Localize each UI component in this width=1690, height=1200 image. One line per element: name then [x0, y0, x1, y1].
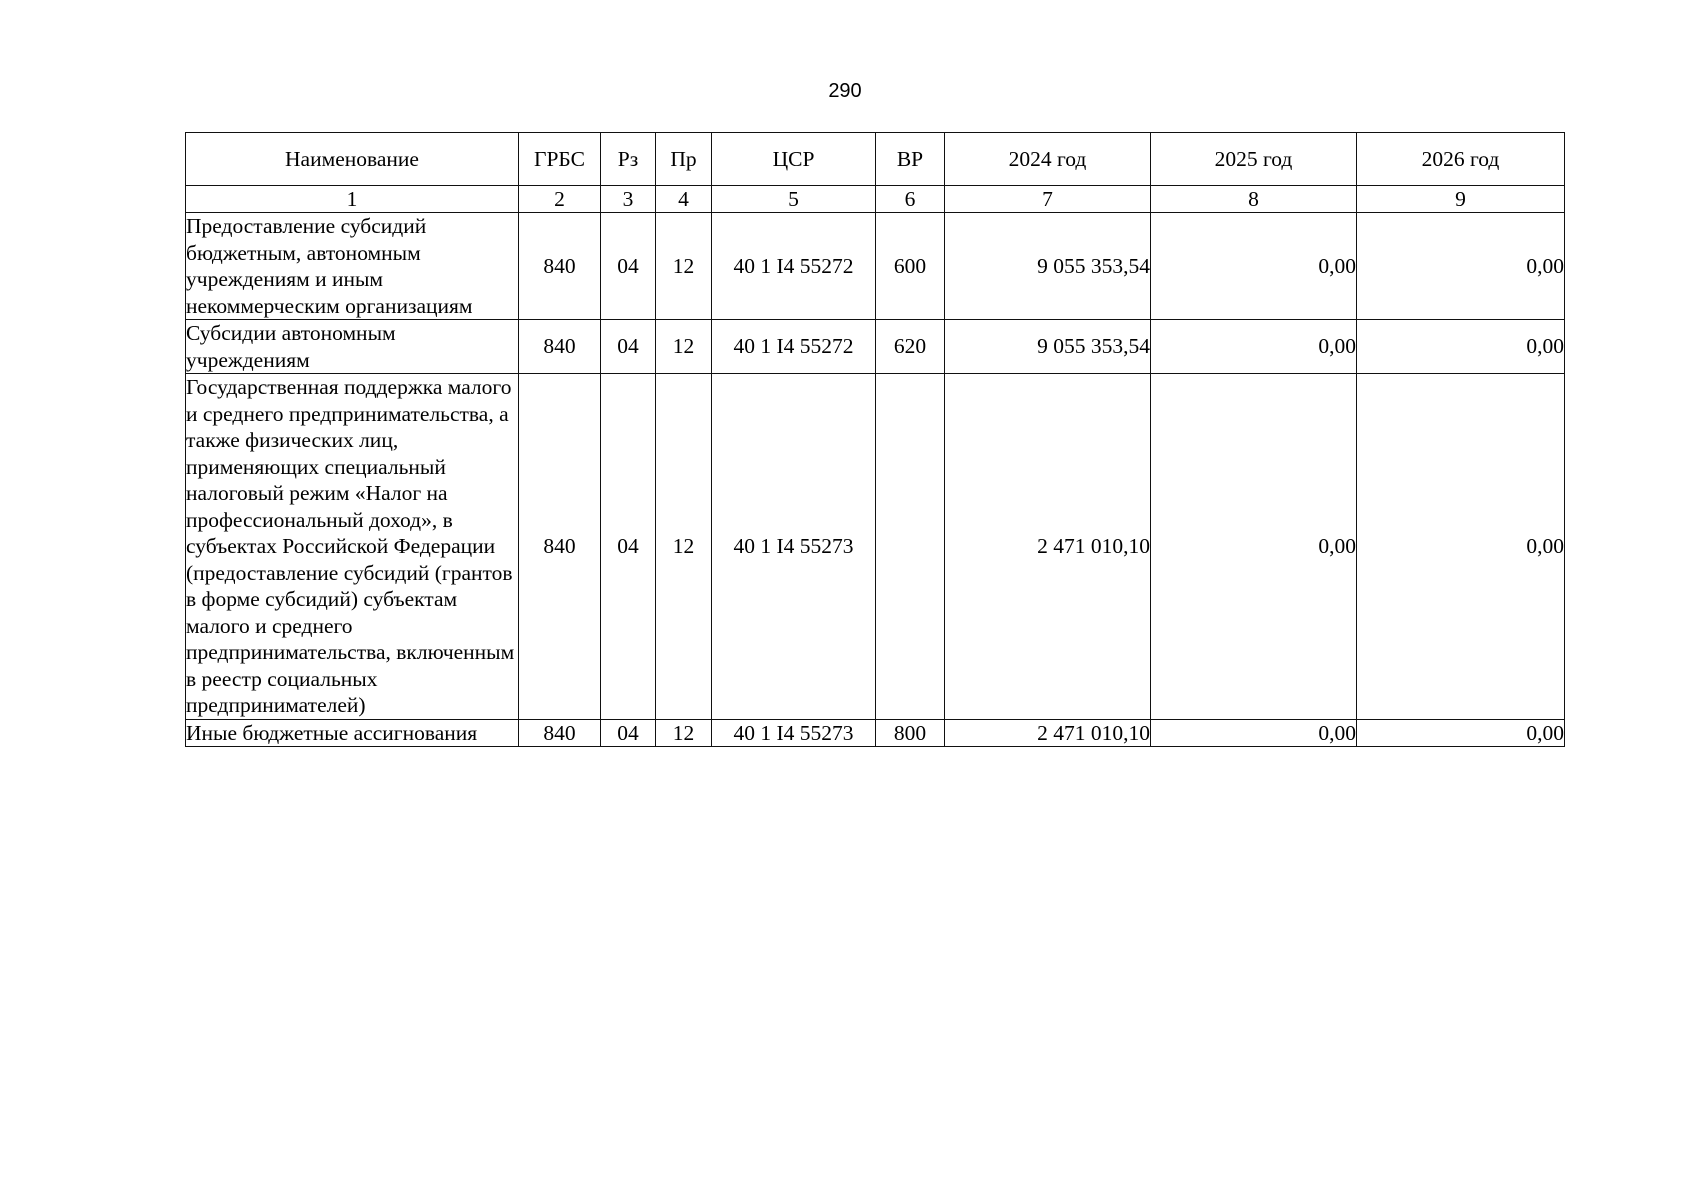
header-name: Наименование — [186, 133, 519, 186]
row-name: Предоставление субсидий бюджетным, автономным учреждениям и иным некоммерческим организациям — [186, 213, 519, 320]
budget-table — [185, 132, 1565, 747]
row-grbs: 840 — [519, 213, 601, 320]
row-vr: 600 — [876, 213, 945, 320]
row-name: Субсидии автономным учреждениям — [186, 320, 519, 374]
table-row — [186, 374, 1565, 720]
row-csr: 40 1 I4 55273 — [712, 374, 876, 720]
row-csr: 40 1 I4 55273 — [712, 719, 876, 747]
row-pr: 12 — [656, 719, 712, 747]
header-vr: ВР — [876, 133, 945, 186]
header-csr: ЦСР — [712, 133, 876, 186]
row-csr: 40 1 I4 55272 — [712, 320, 876, 374]
column-number: 6 — [876, 186, 945, 213]
row-csr: 40 1 I4 55272 — [712, 213, 876, 320]
header-2024: 2024 год — [945, 133, 1151, 186]
column-number: 1 — [186, 186, 519, 213]
row-vr: 620 — [876, 320, 945, 374]
table-row — [186, 719, 1565, 747]
row-amount-2026: 0,00 — [1357, 320, 1565, 374]
column-number: 4 — [656, 186, 712, 213]
row-grbs: 840 — [519, 719, 601, 747]
row-amount-2025: 0,00 — [1151, 213, 1357, 320]
header-2026: 2026 год — [1357, 133, 1565, 186]
row-grbs: 840 — [519, 374, 601, 720]
row-amount-2025: 0,00 — [1151, 374, 1357, 720]
row-pr: 12 — [656, 374, 712, 720]
row-amount-2025: 0,00 — [1151, 320, 1357, 374]
table-row — [186, 213, 1565, 320]
row-amount-2024: 2 471 010,10 — [945, 374, 1151, 720]
row-name: Иные бюджетные ассигнования — [186, 719, 519, 747]
row-pr: 12 — [656, 213, 712, 320]
row-amount-2025: 0,00 — [1151, 719, 1357, 747]
row-rz: 04 — [601, 320, 656, 374]
row-name: Государственная поддержка малого и среднего предпринимательства, а также физических лиц, применяющих специальный налоговый режим «Налог на профессиональный доход», в субъектах Российской Федерации (предоставление субсидий (грантов в форме субсидий) субъектам малого и среднего предпринимательства, включенным в реестр социальных предпринимателей) — [186, 374, 519, 720]
page-number: 290 — [828, 80, 862, 102]
column-number: 8 — [1151, 186, 1357, 213]
row-vr: 800 — [876, 719, 945, 747]
row-amount-2024: 9 055 353,54 — [945, 320, 1151, 374]
row-amount-2024: 2 471 010,10 — [945, 719, 1151, 747]
row-amount-2026: 0,00 — [1357, 374, 1565, 720]
row-amount-2024: 9 055 353,54 — [945, 213, 1151, 320]
row-rz: 04 — [601, 719, 656, 747]
row-grbs: 840 — [519, 320, 601, 374]
header-pr: Пр — [656, 133, 712, 186]
column-number: 7 — [945, 186, 1151, 213]
column-number: 2 — [519, 186, 601, 213]
header-rz: Рз — [601, 133, 656, 186]
column-number: 3 — [601, 186, 656, 213]
row-pr: 12 — [656, 320, 712, 374]
header-grbs: ГРБС — [519, 133, 601, 186]
row-rz: 04 — [601, 213, 656, 320]
column-number-row — [186, 186, 1565, 213]
column-number: 9 — [1357, 186, 1565, 213]
row-rz: 04 — [601, 374, 656, 720]
table-row — [186, 320, 1565, 374]
column-number: 5 — [712, 186, 876, 213]
header-row — [186, 133, 1565, 186]
row-amount-2026: 0,00 — [1357, 213, 1565, 320]
row-vr — [876, 374, 945, 720]
row-amount-2026: 0,00 — [1357, 719, 1565, 747]
header-2025: 2025 год — [1151, 133, 1357, 186]
